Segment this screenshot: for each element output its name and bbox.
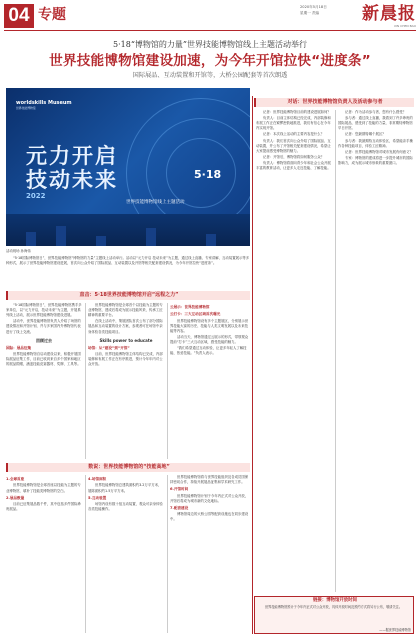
paragraph: 场馆内设有数十组互动装置，观众可亲身体验各类技能操作。 — [88, 502, 163, 512]
paragraph: 世界技能博物馆是全球首座以技能为主题的专业博物馆，填补了技能类博物馆的空白。 — [6, 483, 81, 493]
article-intro: “5·18国际博物馆日”，世界技能博物馆“博物馆的力量”主题线上活动举行。活动以“元力开启 技动未来”为主题，通过线上直播、专家讲解、互动装置展示等多种形式，展示了世界技能博物馆建设进展，首次向公众介绍了国际展品、互动装置以及开馆等相关配套建设情况，为今年开馆拉快“进度条”。 — [6, 256, 250, 266]
event-photo — [6, 88, 250, 246]
paragraph: 负责人：博物馆将面向青少年和社会公众开展丰富的教育活动，让更多人走近技能、了解技能。 — [256, 160, 331, 171]
photo-credit: 活动现场 孙海伟 — [6, 249, 31, 253]
photo-title-line1: 元力开启 — [26, 144, 118, 168]
section-heading-direct: 直击：5·18世界技能博物馆开启“远程之力” — [6, 291, 250, 300]
photo-title-line2: 技动未来 — [26, 168, 118, 192]
paragraph: 在线上活动中，策展团队首次公布了部分国际展品和互动装置的设计方案，参观者可在场馆中亲身体验各类技能项目。 — [88, 319, 163, 334]
interview-column-2 — [338, 110, 414, 167]
subheading: 2.展品数量 — [6, 495, 25, 500]
paragraph: 世界技能博物馆设有多个主题展区，分别展示世界技能大赛的历史、技能与人类文明发展以及未来技能等内容。 — [170, 318, 249, 333]
paragraph: 负责人：目前主体结构已经完成，内部装修和布展工作正在紧锣密鼓地推进，我们有信心在今年内实现开馆。 — [256, 116, 331, 131]
stage-floor — [6, 214, 250, 246]
paragraph: 世界技能博物馆计划于今年内正式对公众开放，开馆后将成为城市新的文化地标。 — [170, 493, 249, 503]
paragraph: “5·18国际博物馆日”，世界技能博物馆携手多家单位，以“元力开启，技动未来”为主题，开展系列线上活动，展示世界技能博物馆建设进展。 — [6, 303, 82, 318]
section-label: 专题 — [38, 7, 66, 23]
page-number: 04 — [4, 4, 34, 28]
text-column-3 — [170, 303, 250, 358]
text-column-1 — [6, 303, 82, 368]
subheading: 1.全球首座 — [6, 477, 25, 481]
subheading: 5.互动装置 — [88, 495, 107, 500]
paragraph: 记者：您最期待哪个展区？ — [345, 132, 386, 137]
interview-column-1 — [256, 110, 332, 172]
sidebar-title: 链接：博物馆开放时间 — [313, 598, 357, 603]
subheading: 回顾过去 — [36, 337, 52, 343]
article-headline: 世界技能博物馆建设加速，为今年开馆拉快“进度条” — [49, 53, 371, 69]
newspaper-logo — [348, 3, 416, 27]
paragraph: 负责人：我们首次向公众介绍了国际展品、互动装置，并公布了开馆相关配套建设情况，希望让大家提前感受博物馆的魅力。 — [256, 138, 331, 153]
sidebar-source: ——据世界技能博物馆 — [379, 628, 411, 632]
paragraph: 博物馆周边的大桥公园等配套设施也在同步建设中。 — [170, 512, 249, 522]
paragraph: 记者：开馆后，博物馆将如何服务公众？ — [263, 154, 325, 159]
paragraph: 目前，世界技能博物馆主体结构已完成，内部装修和布展工作正在有序推进，预计今年年内对公众开放。 — [88, 352, 163, 367]
paragraph: 世界技能博物馆将与世界技能组织及各成员国保持密切合作，持续开展展品征集和学术研究工作。 — [170, 475, 249, 485]
column-divider — [85, 303, 86, 459]
paragraph: 世界技能博物馆是全球首个以技能为主题的专业博物馆，建成后将成为展示技能风采、传承工匠精神的重要平台。 — [88, 303, 163, 318]
photo-year: 2022 — [26, 192, 46, 200]
text-column-6 — [170, 475, 250, 523]
subheading: 6.开馆时间 — [170, 487, 189, 492]
info-sidebar — [254, 596, 414, 634]
section-heading-stats: 数说：世界技能博物馆的“技能高地” — [6, 463, 250, 472]
subheading: 场馆：从“建设”到“开馆” — [88, 345, 130, 350]
paragraph: 世界技能博物馆自启动建设以来，积极开展国际展品征集工作，目前已收到来自多个国家和地区的展品捐赠，涵盖技能竞赛器材、奖牌、工具等。 — [6, 352, 81, 367]
column-divider — [167, 303, 168, 459]
paragraph: 记者：本次线上活动的主要内容是什么？ — [263, 132, 325, 137]
text-column-4 — [6, 475, 82, 513]
column-divider — [167, 475, 168, 633]
paragraph: 目前已征集展品数千件，其中包括多件国际珍贵展品。 — [6, 502, 81, 512]
subheading: 云展示：世界技能博物馆 — [170, 305, 210, 309]
logo-text: 新晨报 — [362, 4, 416, 24]
issue-day: 星期一 — [300, 10, 311, 15]
photo-date: 5·18 — [194, 168, 222, 181]
page-header — [0, 0, 420, 36]
issue-date: 2020年5月18日 — [300, 5, 327, 9]
paragraph: 参与者：通过线上直播，我看到了许多珍贵的国际展品，感受到了技能的力量，非常期待博物馆早日开馆。 — [338, 116, 413, 131]
paragraph: 记者：作为活动参与者，您有什么感受？ — [345, 110, 407, 114]
column-divider — [335, 110, 336, 592]
column-divider — [85, 475, 86, 633]
article-kicker: 5·18“博物馆的力量”世界技能博物馆线上主题活动举行 — [113, 40, 307, 49]
date-box — [300, 5, 327, 17]
paragraph: 活动当天，博物馆通过云展示的形式，带领观众提前“打卡”三大互动区域，感受技能的魅力。 — [170, 335, 249, 345]
paragraph: 专家：博物馆的建成将进一步提升城市的国际影响力，成为展示城市形象的重要窗口。 — [338, 155, 413, 165]
header-divider — [4, 30, 416, 31]
paragraph: 记者：世界技能博物馆对城市发展有何意义？ — [345, 149, 413, 154]
paragraph: 记者：世界技能博物馆目前的建设进展如何？ — [263, 110, 331, 114]
subheading-english: Skills power to educate — [99, 337, 153, 343]
subheading: 4.场馆面积 — [88, 477, 107, 481]
subheading: 7.配套建设 — [170, 505, 189, 510]
paragraph: 世界技能博物馆总建筑面积约3.2万平方米，展陈面积约1.5万平方米。 — [88, 483, 162, 493]
paragraph: “我们希望通过互动体验，让更多年轻人了解技能、热爱技能。”负责人表示。 — [170, 346, 247, 356]
subheading: 云打卡：三大互动区域首次曝光 — [170, 312, 221, 317]
text-column-5 — [88, 475, 164, 513]
paragraph: 活动中，世界技能博物馆负责人介绍了场馆的建设情况和开馆计划，并与多家国内外博物馆代表进行了线上交流。 — [6, 319, 81, 334]
text-column-2 — [88, 303, 164, 368]
paragraph: 参与者：我最期待互动体验区，希望能亲手操作各种技能项目，体验工匠精神。 — [338, 138, 413, 148]
museum-logo: worldskills Museum — [16, 100, 72, 106]
sidebar-text: 世界技能博物馆预计于今年内正式对公众开放，具体开放时间及预约方式将另行公布，敬请关注。 — [265, 605, 403, 609]
subheading: 国际：展品征集 — [6, 345, 32, 350]
article-subhead: 国际展品、互动装置和开馆等，大桥公园配套等首次朗透 — [132, 72, 288, 79]
logo-subtext: XIN CHEN BAO — [393, 24, 416, 28]
section-heading-dialogue: 对话：世界技能博物馆负责人及活动参与者 — [254, 98, 414, 107]
main-column-divider — [252, 96, 253, 634]
museum-logo-subtext: 世界技能博物馆 — [16, 106, 36, 110]
editor-label: 责编 — [311, 10, 320, 15]
photo-caption: 世界技能博物馆线上主题活动 — [126, 200, 185, 205]
